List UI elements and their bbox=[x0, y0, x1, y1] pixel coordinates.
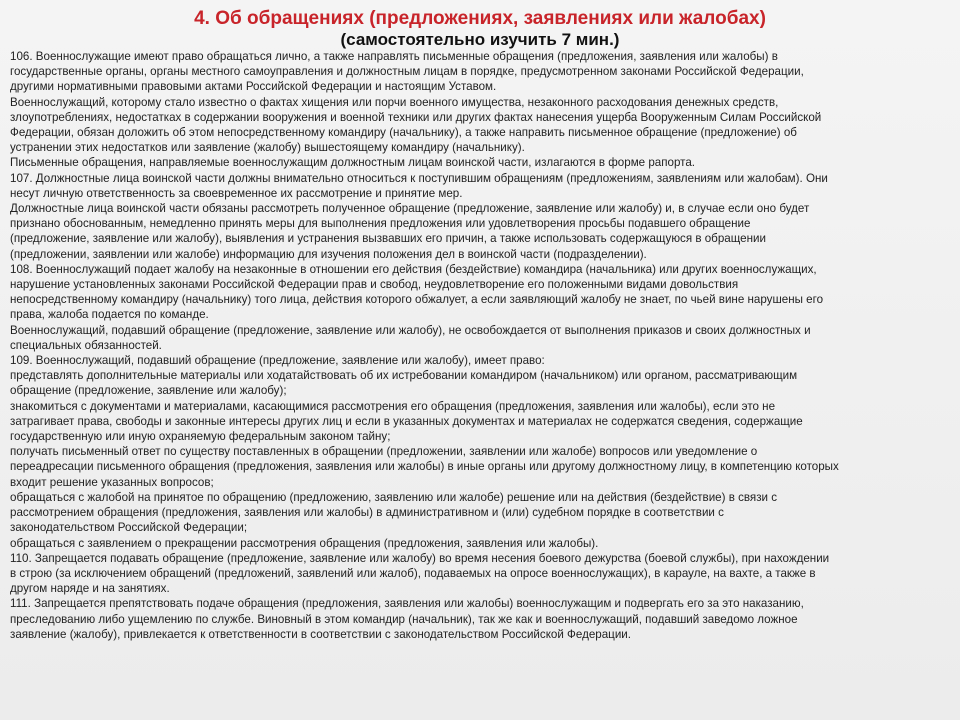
text-line: обращение (предложение, заявление или жалобу); bbox=[10, 384, 287, 398]
text-line: затрагивает права, свободы и законные интересы других лиц и если в указанных документах и материалах не содержатся сведения, содержащие bbox=[10, 414, 803, 428]
text-line: 107. Должностные лица воинской части должны внимательно относиться к поступившим обращениям (предложениям, заявлениям или жалобам). Они bbox=[10, 171, 828, 185]
text-line: (предложение, заявление или жалобу), выявления и устранения вызвавших его причин, а также использовать содержащуюся в обращении bbox=[10, 232, 766, 246]
text-line: переадресации письменного обращения (предложения, заявления или жалобы) в иные органы или другому должностному лицу, в компетенцию которых bbox=[10, 460, 839, 474]
text-line: Военнослужащий, подавший обращение (предложение, заявление или жалобу), не освобождается от выполнения приказов и своих должностных и bbox=[10, 323, 811, 337]
page-subtitle: (самостоятельно изучить 7 мин.) bbox=[340, 30, 620, 49]
text-line: признано обоснованным, немедленно принять меры для выполнения предложения или удовлетворения просьбы подавшего обращение bbox=[10, 217, 751, 231]
text-line: (предложении, заявлении или жалобе) информацию для изучения положения дел в воинской части (подразделении). bbox=[10, 247, 647, 261]
text-line: законодательством Российской Федерации; bbox=[10, 521, 248, 535]
text-line: 108. Военнослужащий подает жалобу на незаконные в отношении его действия (бездействие) командира (начальника) или других военнослужащих, bbox=[10, 262, 817, 276]
text-line: Должностные лица воинской части обязаны рассмотреть полученное обращение (предложение, заявление или жалобу) и, в случае если оно будет bbox=[10, 202, 810, 216]
document-body bbox=[10, 49, 950, 642]
text-line: специальных обязанностей. bbox=[10, 338, 162, 352]
page-title: 4. Об обращениях (предложениях, заявлениях или жалобах) bbox=[194, 8, 766, 29]
text-line: рассмотрением обращения (предложения, заявления или жалобы) в административном и (или) судебном порядке в соответствии с bbox=[10, 506, 724, 520]
text-line: входит решение указанных вопросов; bbox=[10, 475, 214, 489]
text-line: Федерации, обязан доложить об этом непосредственному командиру (начальнику), а также направить письменное обращение (предложение) об bbox=[10, 126, 797, 140]
text-line: 111. Запрещается препятствовать подаче обращения (предложения, заявления или жалобы) военнослужащим и подвергать его за это наказанию, bbox=[10, 597, 804, 611]
text-line: получать письменный ответ по существу поставленных в обращении (предложении, заявлении или жалобе) вопросов или уведомление о bbox=[10, 445, 758, 459]
text-line: обращаться с жалобой на принятое по обращению (предложению, заявлению или жалобе) решение или на действия (бездействие) в связи с bbox=[10, 490, 778, 504]
text-line: другими нормативными правовыми актами Российской Федерации и настоящим Уставом. bbox=[10, 80, 497, 94]
text-line: знакомиться с документами и материалами, касающимися рассмотрения его обращения (предложения, заявления или жалобы), если это не bbox=[10, 399, 776, 413]
text-line: Военнослужащий, которому стало известно о фактах хищения или порчи военного имущества, незаконного расходования денежных средств, bbox=[10, 95, 779, 109]
text-line: 106. Военнослужащие имеют право обращаться лично, а также направлять письменные обращения (предложения, заявления или жалобы) в bbox=[10, 50, 778, 63]
text-line: 110. Запрещается подавать обращение (предложение, заявление или жалобу) во время несения боевого дежурства (боевой службы), при нахождении bbox=[10, 551, 830, 565]
text-line: государственные органы, органы местного самоуправления и должностным лицам в порядке, предусмотренном законами Российской Федерации, bbox=[10, 65, 804, 79]
text-line: непосредственному командиру (начальнику) того лица, действия которого обжалует, а если заявляющий жалобу не знает, по чьей вине нарушены его bbox=[10, 293, 824, 307]
text-line: в строю (за исключением обращений (предложений, заявлений или жалоб), подаваемых на опросе военнослужащих), в карауле, на вахте, а также в bbox=[10, 566, 816, 580]
text-line: нарушение установленных законами Российской Федерации прав и свобод, неудовлетворение его положенными видами довольствия bbox=[10, 278, 739, 292]
text-line: права, жалоба подается по команде. bbox=[10, 308, 209, 322]
text-line: несут личную ответственность за своевременное их рассмотрение и принятие мер. bbox=[10, 186, 463, 200]
text-line: 109. Военнослужащий, подавший обращение (предложение, заявление или жалобу), имеет право: bbox=[10, 354, 545, 368]
text-line: обращаться с заявлением о прекращении рассмотрения обращения (предложения, заявления или жалобы). bbox=[10, 536, 599, 550]
text-line: другом наряде и на занятиях. bbox=[10, 582, 170, 596]
text-line: государственную или иную охраняемую федеральным законом тайну; bbox=[10, 430, 391, 444]
text-line: заявление (жалобу), привлекается к ответственности в соответствии с законодательством Российской Федерации. bbox=[10, 627, 631, 641]
text-line: представлять дополнительные материалы или ходатайствовать об их истребовании командиром (начальником) или органом, рассматривающим bbox=[10, 369, 798, 383]
text-line: злоупотреблениях, недостатках в содержании вооружения и военной техники или других фактах нанесения ущерба Вооруженным Силам Российской bbox=[10, 110, 822, 124]
text-line: Письменные обращения, направляемые военнослужащим должностным лицам воинской части, излагаются в форме рапорта. bbox=[10, 156, 695, 170]
text-line: устранении этих недостатков или заявление (жалобу) вышестоящему командиру (начальнику). bbox=[10, 141, 525, 155]
text-line: преследованию либо ущемлению по службе. Виновный в этом командир (начальник), так же как и военнослужащий, подавший заведомо ложное bbox=[10, 612, 798, 626]
